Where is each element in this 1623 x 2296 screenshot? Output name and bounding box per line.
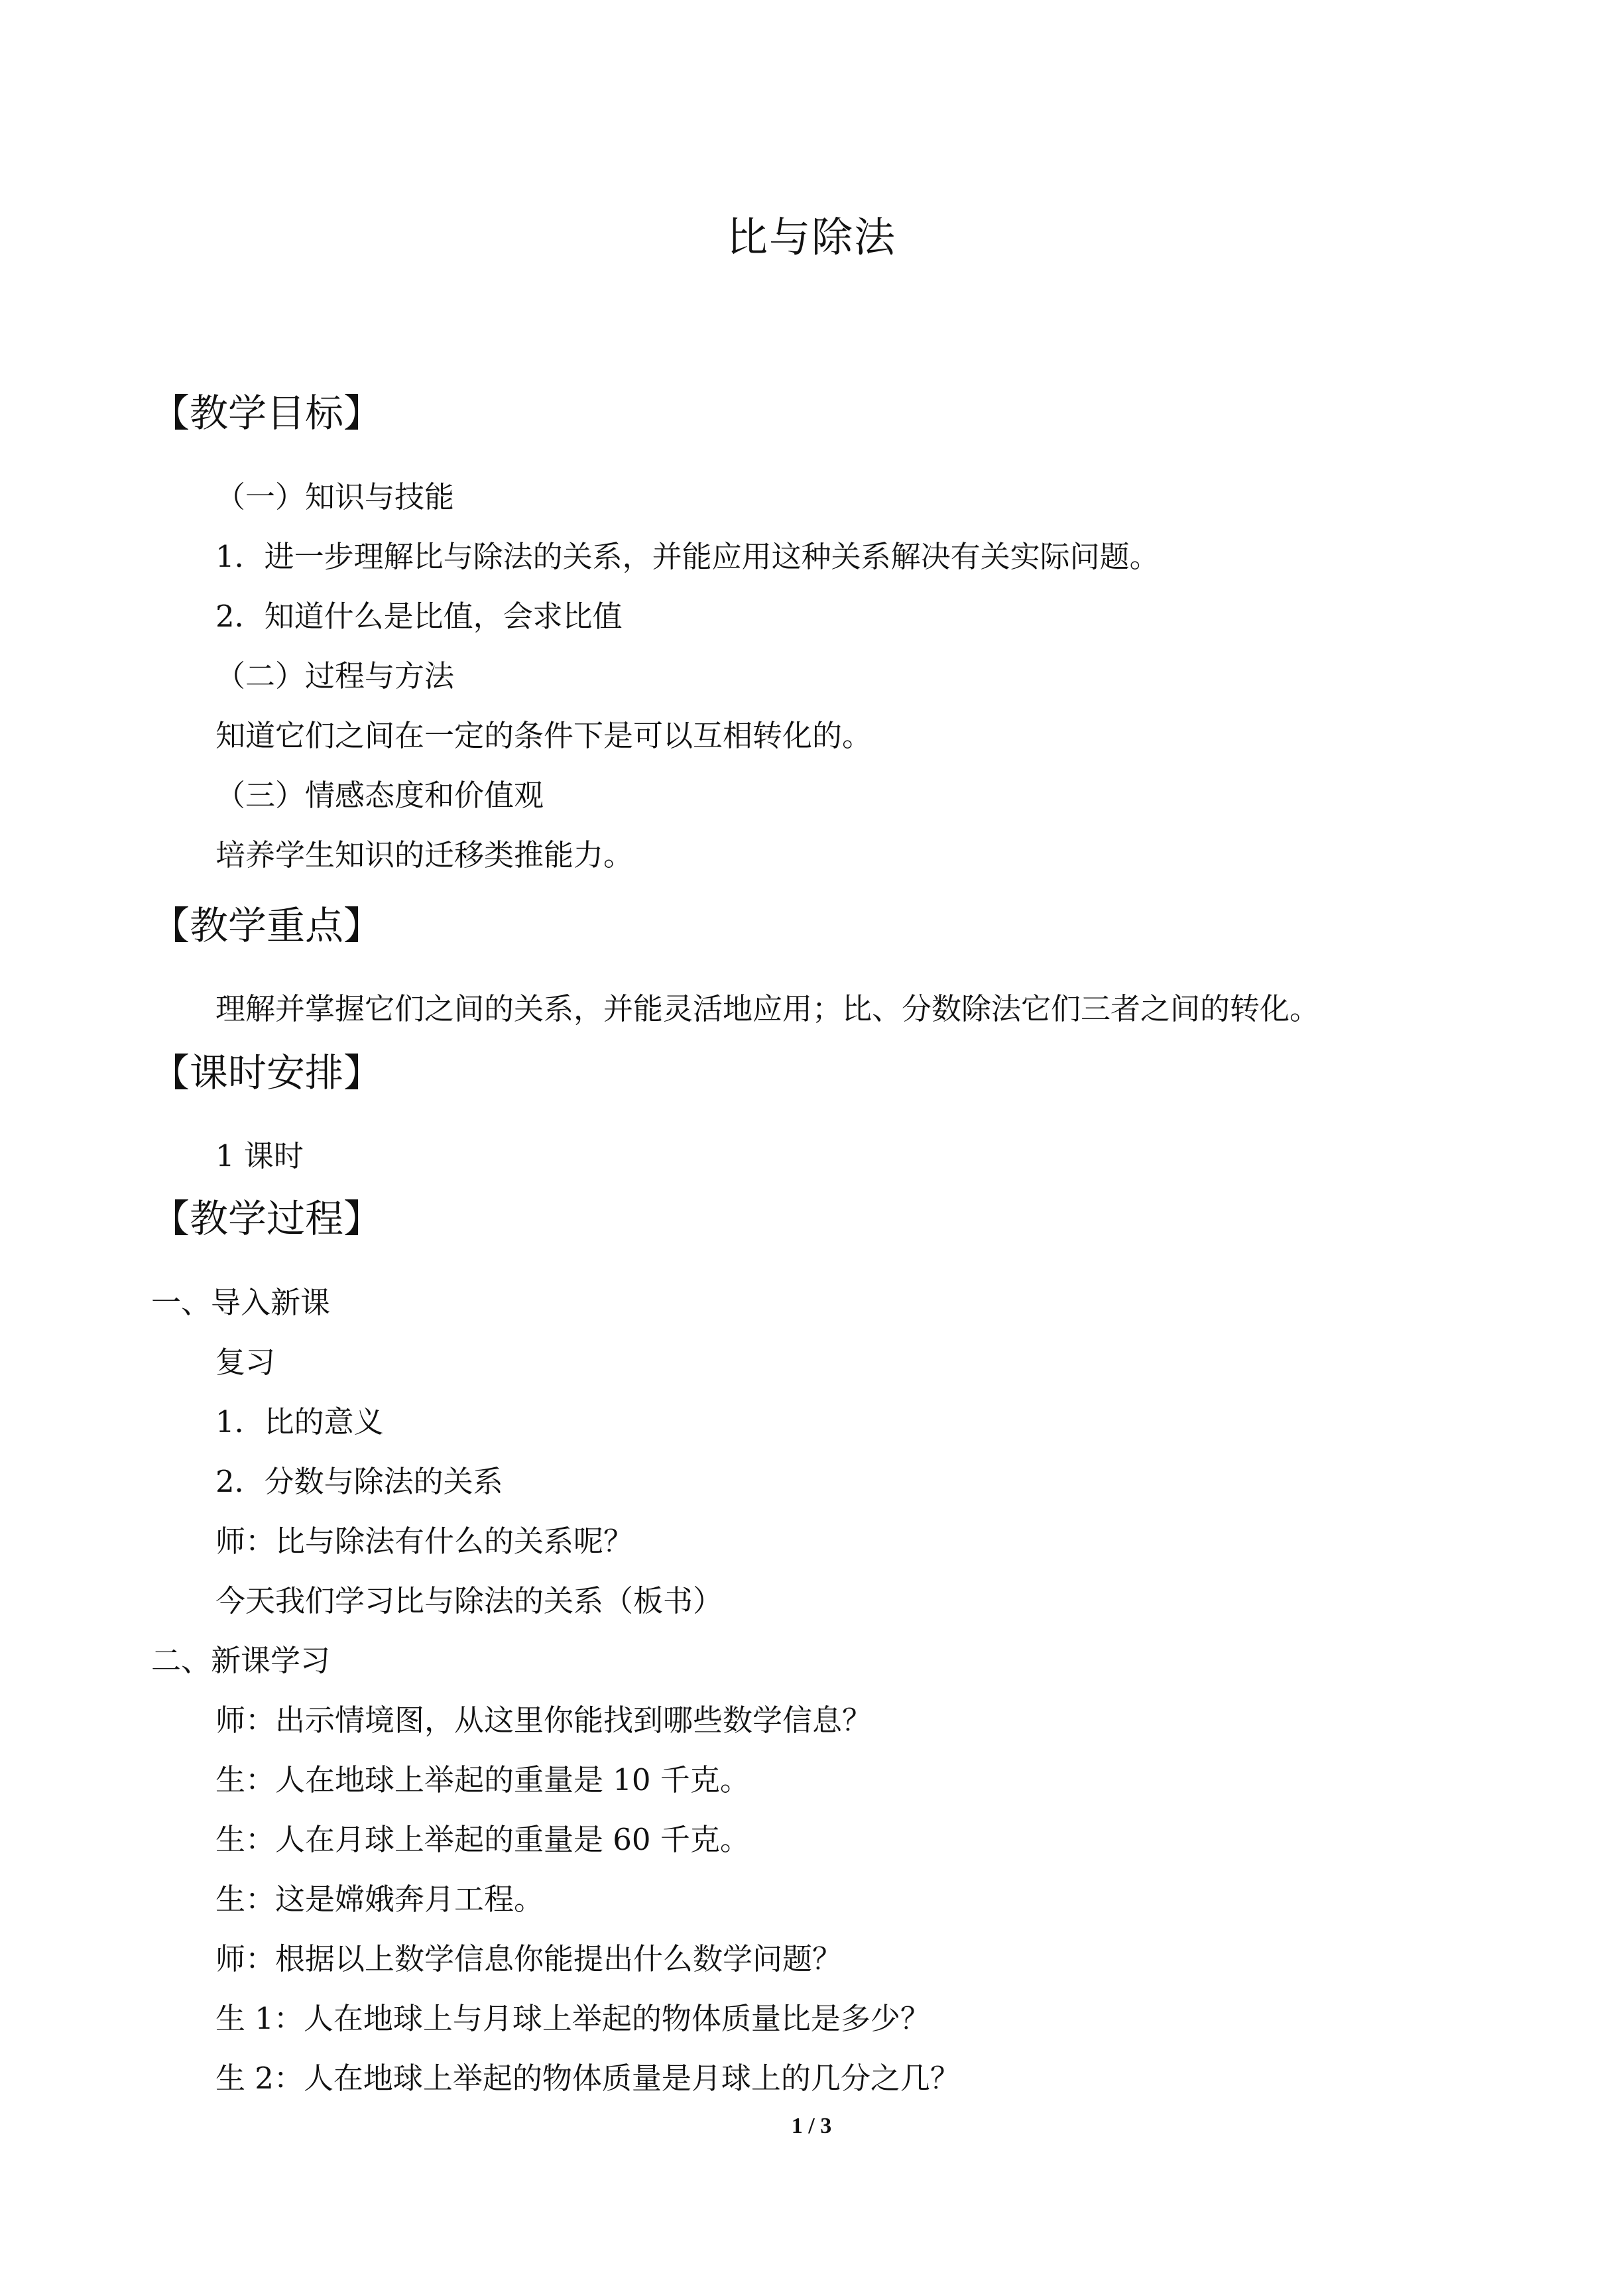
objectives-line: （二）过程与方法 <box>215 658 455 694</box>
process-line: 生 2：人在地球上举起的物体质量是月球上的几分之几？ <box>215 2061 960 2096</box>
process-line: 今天我们学习比与除法的关系（板书） <box>215 1583 723 1618</box>
keypoints-line: 理解并掌握它们之间的关系，并能灵活地应用；比、分数除法它们三者之间的转化。 <box>215 991 1320 1026</box>
process-line: 生：人在地球上举起的重量是 10 千克。 <box>215 1762 750 1797</box>
process-line: 生 1：人在地球上与月球上举起的物体质量比是多少？ <box>215 2001 930 2036</box>
process-line: 师：出示情境图，从这里你能找到哪些数学信息？ <box>215 1703 872 1738</box>
section-heading-process: 【教学过程】 <box>151 1196 383 1241</box>
process-line: 复习 <box>215 1345 276 1380</box>
process-line: 师：根据以上数学信息你能提出什么数学问题？ <box>215 1941 843 1976</box>
process-line: 生：这是嫦娥奔月工程。 <box>215 1882 544 1917</box>
process-line: 1．比的意义 <box>215 1404 384 1439</box>
objectives-line: （三）情感态度和价值观 <box>215 778 544 813</box>
process-line: 师：比与除法有什么的关系呢？ <box>215 1524 634 1559</box>
process-part1-title: 一、导入新课 <box>151 1285 331 1320</box>
objectives-line: 知道它们之间在一定的条件下是可以互相转化的。 <box>215 718 872 753</box>
process-part2-title: 二、新课学习 <box>151 1643 331 1678</box>
section-heading-objectives: 【教学目标】 <box>151 391 383 436</box>
page-title: 比与除法 <box>726 213 896 261</box>
objectives-line: 1．进一步理解比与除法的关系，并能应用这种关系解决有关实际问题。 <box>215 539 1160 574</box>
section-heading-keypoints: 【教学重点】 <box>151 903 383 948</box>
section-heading-schedule: 【课时安排】 <box>151 1050 383 1095</box>
objectives-line: 2．知道什么是比值，会求比值 <box>215 599 623 634</box>
objectives-line: （一）知识与技能 <box>215 479 455 514</box>
page-number: 1 / 3 <box>791 2114 832 2138</box>
process-line: 生：人在月球上举起的重量是 60 千克。 <box>215 1822 750 1857</box>
process-line: 2．分数与除法的关系 <box>215 1464 503 1499</box>
objectives-line: 培养学生知识的迁移类推能力。 <box>215 837 634 873</box>
schedule-line: 1 课时 <box>215 1138 304 1174</box>
